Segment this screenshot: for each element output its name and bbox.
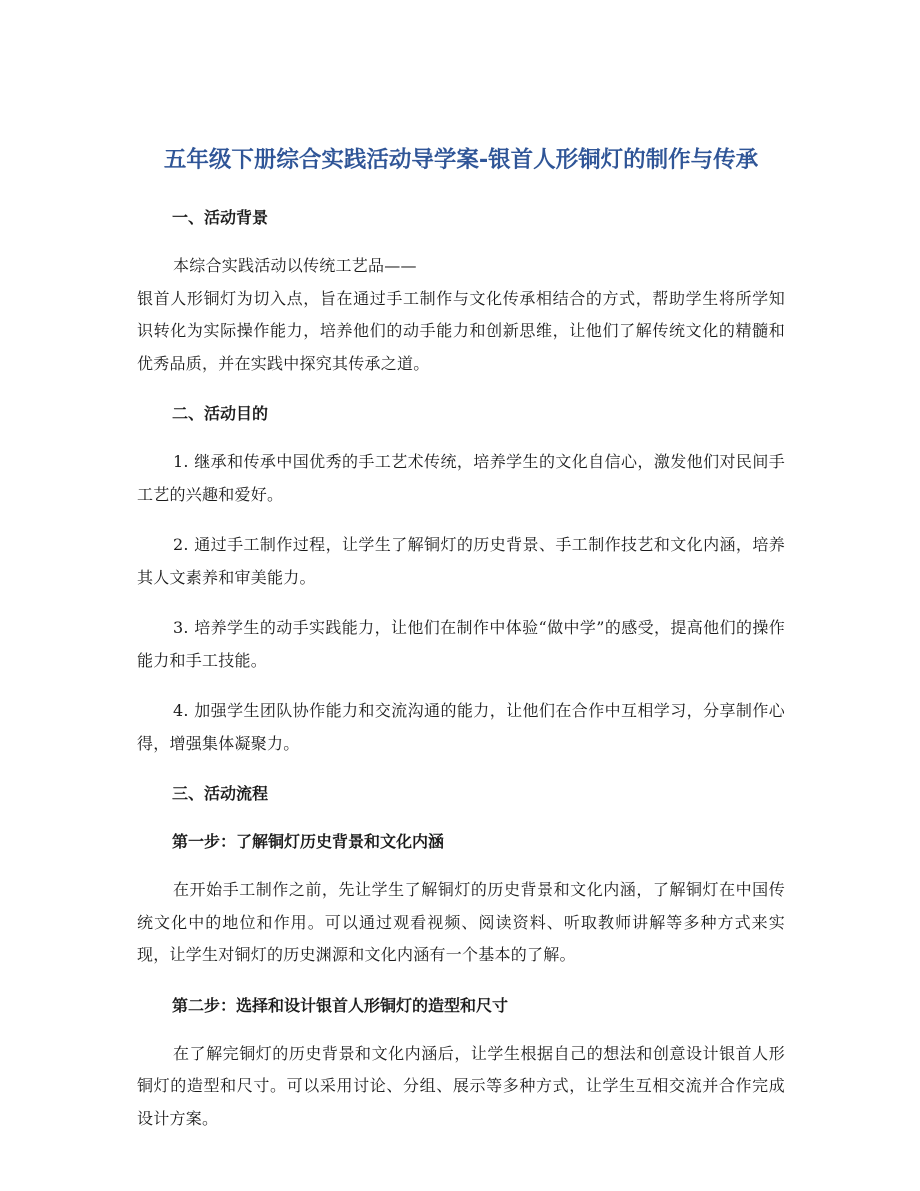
document-title: 五年级下册综合实践活动导学案-银首人形铜灯的制作与传承 [163,147,759,173]
purpose-item-4: 4. 加强学生团队协作能力和交流沟通的能力，让他们在合作中互相学习，分享制作心得，增强集体凝聚力。 [137,701,785,753]
section-heading-background: 一、活动背景 [172,208,269,227]
document-page [137,140,785,1135]
purpose-item-2: 2. 通过手工制作过程，让学生了解铜灯的历史背景、手工制作技艺和文化内涵，培养其人文素养和审美能力。 [137,535,785,587]
background-line-2: 银首人形铜灯为切入点，旨在通过手工制作与文化传承相结合的方式，帮助学生将所学知识转化为实际操作能力，培养他们的动手能力和创新思维，让他们了解传统文化的精髓和优秀品质，并在实践中探究其传承之道。 [137,288,785,373]
section-heading-process: 三、活动流程 [172,784,269,803]
purpose-item-3: 3. 培养学生的动手实践能力，让他们在制作中体验“做中学”的感受，提高他们的操作能力和手工技能。 [137,618,785,670]
background-line-1: 本综合实践活动以传统工艺品—— [173,256,417,275]
background-paragraph [137,250,785,380]
step-1-paragraph: 在开始手工制作之前，先让学生了解铜灯的历史背景和文化内涵，了解铜灯在中国传统文化中的地位和作用。可以通过观看视频、阅读资料、听取教师讲解等多种方式来实现，让学生对铜灯的历史渊源和文化内涵有一个基本的了解。 [137,880,785,964]
step-2-heading: 第二步：选择和设计银首人形铜灯的造型和尺寸 [172,995,509,1015]
section-heading-purpose: 二、活动目的 [172,404,269,423]
purpose-item-1: 1. 继承和传承中国优秀的手工艺术传统，培养学生的文化自信心，激发他们对民间手工艺的兴趣和爱好。 [137,452,785,504]
step-1-heading: 第一步：了解铜灯历史背景和文化内涵 [172,832,445,851]
step-2-paragraph: 在了解完铜灯的历史背景和文化内涵后，让学生根据自己的想法和创意设计银首人形铜灯的造型和尺寸。可以采用讨论、分组、展示等多种方式，让学生互相交流并合作完成设计方案。 [137,1043,785,1128]
